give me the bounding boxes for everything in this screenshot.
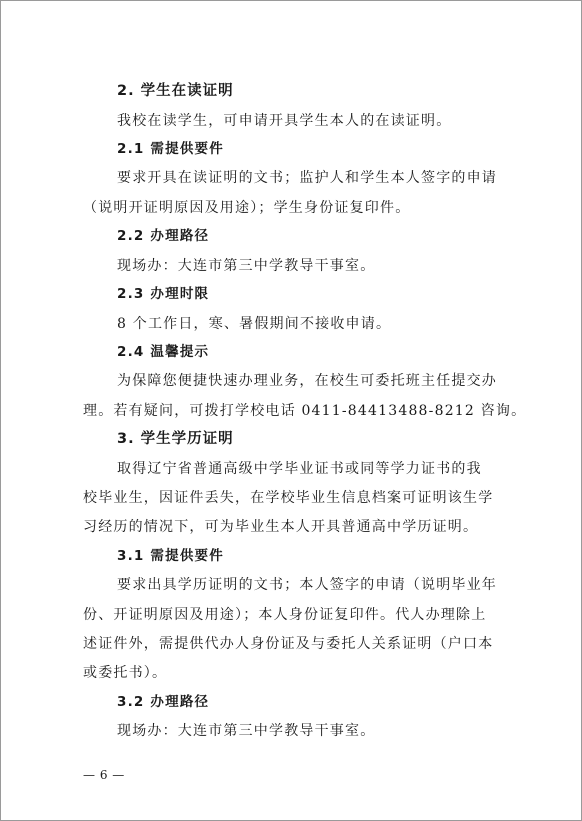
subsection-3-2-heading: 3.2 办理路径 xyxy=(117,694,210,710)
subsection-2-4-heading: 2.4 温馨提示 xyxy=(117,344,210,360)
subsection-2-2-heading: 2.2 办理路径 xyxy=(117,228,210,244)
subsection-2-3-paragraph: 8 个工作日，寒、暑假期间不接收申请。 xyxy=(117,316,392,332)
subsection-2-1-paragraph-line-2: （说明开证明原因及用途）；学生身份证复印件。 xyxy=(83,200,411,216)
subsection-2-4-paragraph-line-1: 为保障您便捷快速办理业务，在校生可委托班主任提交办 xyxy=(117,373,497,389)
subsection-3-1-heading: 3.1 需提供要件 xyxy=(117,548,224,564)
subsection-2-2-paragraph: 现场办：大连市第三中学教导干事室。 xyxy=(117,258,376,274)
subsection-2-3-heading: 2.3 办理时限 xyxy=(117,286,210,302)
section-2-heading: 2. 学生在读证明 xyxy=(117,83,234,99)
subsection-3-1-paragraph-line-2: 份、开证明原因及用途）；本人身份证复印件。代人办理除上 xyxy=(83,607,487,623)
subsection-3-1-paragraph-line-4: 或委托书）。 xyxy=(83,665,168,681)
subsection-2-1-paragraph-line-1: 要求开具在读证明的文书；监护人和学生本人签字的申请 xyxy=(117,170,497,186)
page-number: — 6 — xyxy=(83,768,125,782)
section-2-intro: 我校在读学生，可申请开具学生本人的在读证明。 xyxy=(117,113,452,129)
section-3-intro-line-2: 校毕业生，因证件丢失，在学校毕业生信息档案可证明该生学 xyxy=(83,490,494,506)
subsection-2-4-paragraph-line-2: 理。若有疑问，可拨打学校电话 0411-84413488-8212 咨询。 xyxy=(83,403,527,419)
subsection-3-1-paragraph-line-1: 要求出具学历证明的文书；本人签字的申请（说明毕业年 xyxy=(117,577,497,593)
subsection-3-2-paragraph: 现场办：大连市第三中学教导干事室。 xyxy=(117,723,376,739)
subsection-2-1-heading: 2.1 需提供要件 xyxy=(117,141,224,157)
subsection-3-1-paragraph-line-3: 述证件外，需提供代办人身份证及与委托人关系证明（户口本 xyxy=(83,636,494,652)
section-3-intro-line-3: 习经历的情况下，可为毕业生本人开具普通高中学历证明。 xyxy=(83,519,479,535)
section-3-intro-line-1: 取得辽宁省普通高级中学毕业证书或同等学力证书的我 xyxy=(117,461,482,477)
section-3-heading: 3. 学生学历证明 xyxy=(117,431,234,447)
